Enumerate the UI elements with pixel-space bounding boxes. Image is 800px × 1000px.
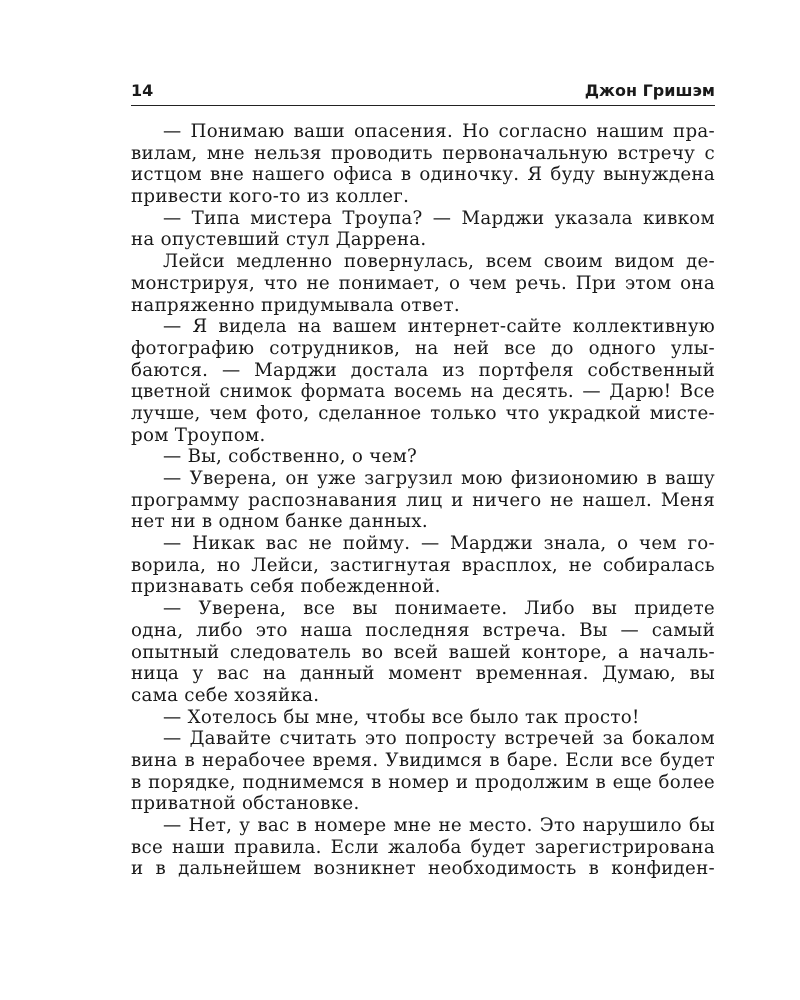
text-line: истцом вне нашего офиса в одиночку. Я буду вынуждена	[131, 164, 715, 186]
text-line: вина в нерабочее время. Увидимся в баре. Если все будет	[131, 749, 715, 771]
text-line: на опустевший стул Даррена.	[131, 229, 427, 251]
text-line: сама себе хозяйка.	[131, 684, 320, 706]
running-head	[131, 80, 715, 102]
text-line: — Никак вас не пойму. — Марджи знала, о чем го-	[163, 533, 715, 555]
text-line: нет ни в одном банке данных.	[131, 511, 428, 533]
text-line: Лейси медленно повернулась, всем своим видом де-	[163, 251, 715, 273]
running-title: Джон Гришэм	[584, 81, 715, 100]
text-line: монстрируя, что не понимает, о чем речь. При этом она	[131, 272, 715, 294]
text-line: — Хотелось бы мне, чтобы все было так просто!	[163, 706, 640, 728]
text-line: лучше, чем фото, сделанное только что украдкой мисте-	[131, 402, 715, 424]
text-line: фотографию сотрудников, на ней все до одного улы-	[131, 337, 715, 359]
text-line: признавать себя побежденной.	[131, 576, 441, 598]
text-line: — Типа мистера Троупа? — Марджи указала кивком	[163, 207, 715, 229]
text-line: вилам, мне нельзя проводить первоначальную встречу с	[131, 142, 715, 164]
text-line: — Давайте считать это попросту встречей за бокалом	[163, 728, 715, 750]
text-line: — Уверена, все вы понимаете. Либо вы придете	[163, 598, 715, 620]
text-line: приватной обстановке.	[131, 793, 360, 815]
text-line: — Я видела на вашем интернет-сайте коллективную	[163, 316, 715, 338]
text-line: — Вы, собственно, о чем?	[163, 446, 418, 468]
text-line: одна, либо это наша последняя встреча. Вы — самый	[131, 619, 715, 641]
text-line: ница у вас на данный момент временная. Думаю, вы	[131, 663, 715, 685]
text-line: — Понимаю ваши опасения. Но согласно нашим пра-	[163, 121, 715, 142]
text-line: ром Троупом.	[131, 424, 266, 446]
header-rule	[131, 105, 715, 106]
text-line: привести кого-то из коллег.	[131, 186, 410, 208]
text-line: опытный следователь во всей вашей конторе, а началь-	[131, 641, 715, 663]
text-line: все наши правила. Если жалоба будет зарегистрирована	[131, 836, 715, 858]
text-line: — Уверена, он уже загрузил мою физиономию в вашу	[163, 468, 715, 489]
body-text	[131, 121, 715, 880]
text-line: напряженно придумывала ответ.	[131, 294, 460, 316]
page-number: 14	[131, 81, 154, 100]
text-line: программу распознавания лиц и ничего не нашел. Меня	[131, 489, 715, 511]
text-line: цветной снимок формата восемь на десять. — Дарю! Все	[131, 381, 715, 403]
text-line: ворила, но Лейси, застигнутая врасплох, не собиралась	[131, 554, 715, 576]
text-line: в порядке, поднимемся в номер и продолжим в еще более	[131, 771, 715, 793]
text-line: баются. — Марджи достала из портфеля собственный	[131, 359, 715, 381]
text-line: — Нет, у вас в номере мне не место. Это нарушило бы	[163, 815, 715, 836]
text-line: и в дальнейшем возникнет необходимость в конфиден-	[131, 858, 715, 880]
